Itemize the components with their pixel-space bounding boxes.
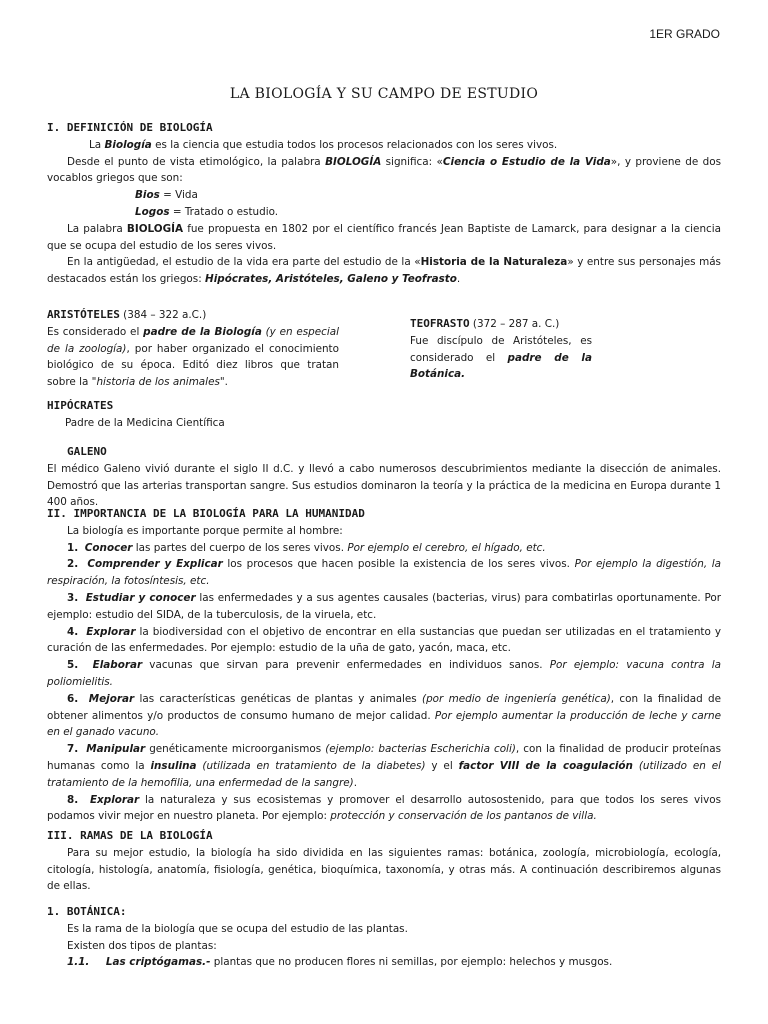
botanica-line: Existen dos tipos de plantas: (67, 939, 217, 952)
definition-paragraph: La Biología es la ciencia que estudia todos los procesos relacionados con los seres vivos. (89, 138, 558, 151)
importance-intro: La biología es importante porque permite al hombre: (67, 524, 343, 537)
galeno-block (47, 444, 721, 511)
galeno-text: El médico Galeno vivió durante el siglo II d.C. y llevó a cabo numerosos descubrimientos mediante la disección de animales. Demostró que las arterias transportan sangre. Sus estudios dominaron la teoría y la práctica de la medicina en Europa durante 1 400 años. (47, 462, 721, 509)
list-item: 2. Comprender y Explicar los procesos que hacen posible la existencia de los seres vivos. Por ejemplo la digestión, la respiración, la fotosíntesis, etc. (47, 558, 722, 588)
teofrasto-text: Fue discípulo de Aristóteles, es considerado el padre de la Botánica. (410, 334, 592, 381)
history-paragraph: En la antigüedad, el estudio de la vida era parte del estudio de la «Historia de la Naturaleza» y entre sus personajes más destacados están los griegos: Hipócrates, Aristóteles, Galeno y Teofrasto. (47, 256, 721, 286)
grade-label: 1ER GRADO (649, 27, 720, 41)
botanica-line: Es la rama de la biología que se ocupa del estudio de las plantas. (67, 922, 408, 935)
list-item: 6. Mejorar las características genéticas de plantas y animales (por medio de ingeniería genética), con la finalidad de obtener alimentos y/o productos de consumo humano de mejor calidad. Por ejemplo aumentar la producción de leche y carne en el ganado vacuno. (47, 692, 722, 739)
aristoteles-box (47, 307, 339, 391)
etymology-paragraph: Desde el punto de vista etimológico, la palabra BIOLOGÍA significa: «Ciencia o Estudio de la Vida», y proviene de dos vocablos griegos que son: (47, 155, 721, 185)
bios-line: Bios = Vida (135, 189, 198, 202)
hipocrates-title: HIPÓCRATES (47, 399, 114, 412)
logos-line: Logos = Tratado o estudio. (135, 205, 279, 218)
teofrasto-title: TEOFRASTO (372 – 287 a. C.) (410, 317, 560, 330)
botanica-heading: 1. BOTÁNICA: (47, 905, 127, 918)
section-heading: II. IMPORTANCIA DE LA BIOLOGÍA PARA LA HUMANIDAD (47, 507, 365, 520)
section-importance (47, 506, 721, 825)
hipocrates-block (47, 398, 721, 432)
botanica-block (47, 904, 721, 971)
aristoteles-title: ARISTÓTELES (384 – 322 a.C.) (47, 308, 207, 321)
list-item: 7. Manipular genéticamente microorganismos (ejemplo: bacterias Escherichia coli), con la finalidad de producir proteínas humanas como la insulina (utilizada en tratamiento de la diabetes) y el factor VIII de la coagulación (utilizado en el tratamiento de la hemofilia, una enfermedad de la sangre). (47, 743, 721, 789)
list-item: 8. Explorar la naturaleza y sus ecosistemas y promover el desarrollo autosostenido, para que todos los seres vivos podamos vivir mejor en nuestro planeta. Por ejemplo: protección y conservación de los pantanos de villa. (47, 793, 721, 823)
section-definition (47, 120, 721, 288)
page-title: LA BIOLOGÍA Y SU CAMPO DE ESTUDIO (229, 86, 539, 102)
list-item: 5. Elaborar vacunas que sirvan para prevenir enfermedades en individuos sanos. Por ejemplo: vacuna contra la poliomielitis. (47, 659, 721, 688)
botanica-subitem: 1.1. Las criptógamas.- plantas que no producen flores ni semillas, por ejemplo: helechos y musgos. (67, 956, 613, 969)
section-heading: I. DEFINICIÓN DE BIOLOGÍA (47, 121, 213, 134)
lamarck-paragraph: La palabra BIOLOGÍA fue propuesta en 1802 por el científico francés Jean Baptiste de Lamarck, para designar a la ciencia que se ocupa del estudio de los seres vivos. (47, 222, 721, 252)
branches-paragraph: Para su mejor estudio, la biología ha sido dividida en las siguientes ramas: botánica, zoología, microbiología, ecología, citología, histología, anatomía, fisiología, genética, bioquímica, taxonomía, y otras más. A continuación describiremos algunas de ellas. (47, 846, 721, 893)
hipocrates-text: Padre de la Medicina Científica (65, 416, 225, 429)
galeno-title: GALENO (67, 445, 107, 458)
teofrasto-box (410, 316, 592, 383)
aristoteles-text: Es considerado el padre de la Biología (y en especial de la zoología), por haber organizado el conocimiento biológico de su época. Editó diez libros que tratan sobre la "historia de los animales". (47, 325, 339, 389)
list-item: 4. Explorar la biodiversidad con el objetivo de encontrar en ella sustancias que puedan ser utilizadas en el tratamiento y curación de las enfermedades. Por ejemplo: estudio de la uña de gato, yacón, maca, etc. (47, 625, 722, 655)
list-item: 1. Conocer las partes del cuerpo de los seres vivos. Por ejemplo el cerebro, el hígado, etc. (67, 541, 546, 554)
section-heading: III. RAMAS DE LA BIOLOGÍA (47, 829, 213, 842)
section-branches (47, 828, 721, 895)
list-item: 3. Estudiar y conocer las enfermedades y a sus agentes causales (bacterias, virus) para combatirlas oportunamente. Por ejemplo: estudio del SIDA, de la tuberculosis, de la viruela, etc. (47, 591, 721, 621)
